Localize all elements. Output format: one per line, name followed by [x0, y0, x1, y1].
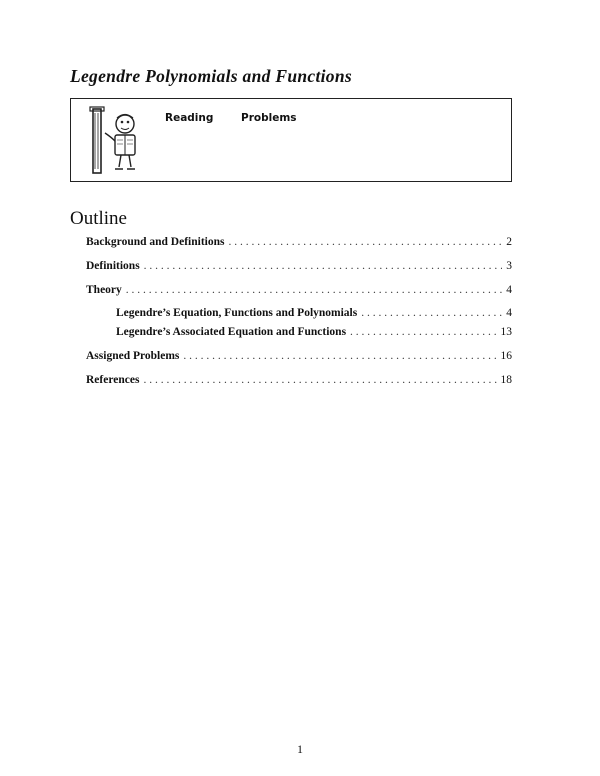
toc-entry-page: 18: [500, 374, 512, 386]
toc-entry-page: 16: [500, 350, 512, 362]
toc-leader: [228, 236, 502, 248]
toc-leader: [183, 350, 496, 362]
toc-entry-label: Definitions: [86, 260, 140, 272]
toc-entry-page: 4: [506, 284, 512, 296]
toc-subentry[interactable]: [116, 307, 512, 323]
toc-entry[interactable]: [86, 284, 512, 300]
toc-entry[interactable]: [86, 350, 512, 366]
toc-entry-label: References: [86, 374, 140, 386]
toc-entry-page: 2: [506, 236, 512, 248]
toc-entry-page: 4: [506, 307, 512, 319]
toc-entry-label: Background and Definitions: [86, 236, 225, 248]
toc-entry[interactable]: [86, 374, 512, 390]
reading-figure-icon: [79, 103, 143, 177]
toc-leader: [143, 374, 496, 386]
toc-entry-label: Theory: [86, 284, 122, 296]
toc-entry-label: Legendre’s Equation, Functions and Polynomials: [116, 307, 358, 319]
page-title: Legendre Polynomials and Functions: [70, 66, 352, 86]
toc-entry-page: 13: [500, 326, 512, 338]
toc-leader: [144, 260, 503, 272]
toc-entry-page: 3: [506, 260, 512, 272]
toc-leader: [361, 307, 502, 319]
toc-entry-label: Assigned Problems: [86, 350, 180, 362]
reading-link[interactable]: Reading: [165, 112, 214, 124]
toc-entry[interactable]: [86, 260, 512, 276]
toc-leader: [126, 284, 502, 296]
toc-entry-label: Legendre’s Associated Equation and Functions: [116, 326, 347, 338]
toc-leader: [350, 326, 496, 338]
outline-heading: Outline: [70, 208, 127, 229]
toc-entry[interactable]: [86, 236, 512, 252]
page-number: 1: [297, 742, 303, 756]
toc-subentry[interactable]: [116, 326, 512, 342]
problems-link[interactable]: Problems: [241, 112, 297, 124]
navigation-box: [70, 98, 512, 182]
